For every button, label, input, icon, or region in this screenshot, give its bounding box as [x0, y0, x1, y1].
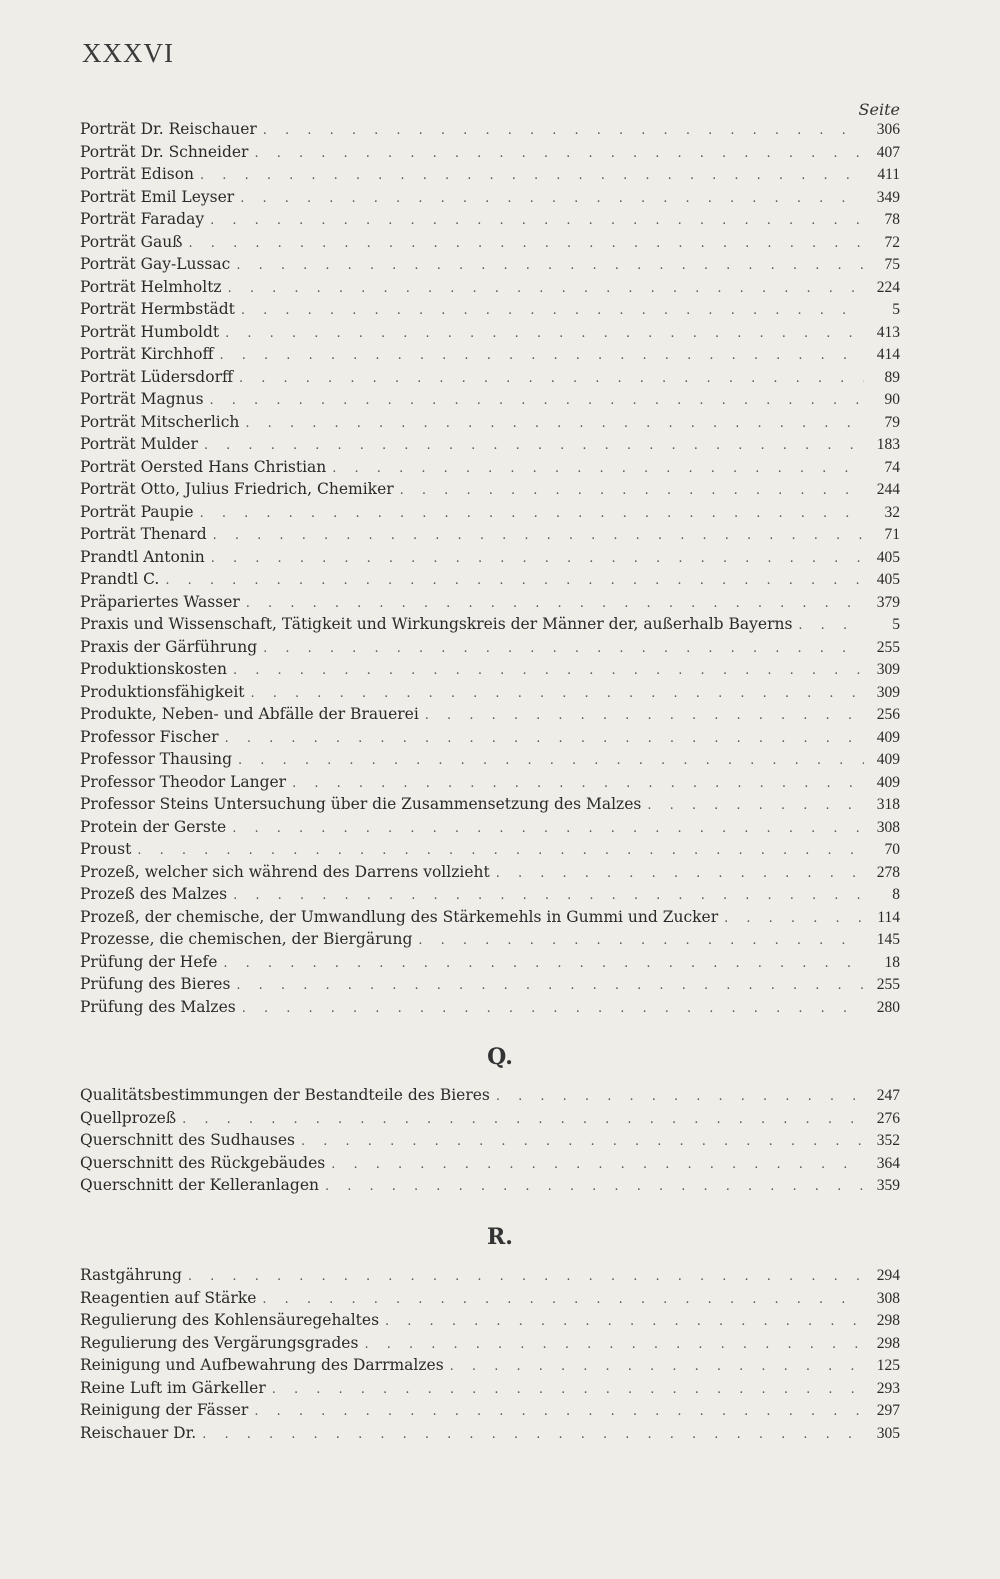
leader-dots: [496, 863, 864, 886]
leader-dots: [210, 390, 864, 413]
leader-dots: [450, 1356, 864, 1379]
index-entry-page: 90: [884, 391, 900, 408]
leader-dots: [137, 840, 864, 863]
index-entry: [80, 343, 900, 366]
leader-dots: [301, 1131, 864, 1154]
index-entry: [80, 321, 900, 344]
leader-dots: [364, 1334, 864, 1357]
leader-dots: [418, 930, 864, 953]
leader-dots: [647, 795, 864, 818]
index-entry-page: 306: [876, 121, 900, 138]
index-entry-label: Praxis und Wissenschaft, Tätigkeit und Wirkungskreis der Männer der, außerhalb Bayerns: [80, 615, 793, 633]
index-entry-label: Porträt Dr. Reischauer: [80, 120, 257, 138]
index-entry-page: 298: [876, 1312, 900, 1329]
index-entry-label: Porträt Lüdersdorff: [80, 367, 233, 386]
leader-dots: [242, 998, 864, 1021]
index-entry-label: Produktionskosten: [80, 660, 227, 678]
index-entry: [80, 771, 900, 794]
index-section-r: [80, 1264, 900, 1444]
leader-dots: [204, 435, 864, 458]
leader-dots: [233, 660, 864, 683]
index-entry-page: 256: [876, 706, 900, 723]
index-entry-label: Reinigung der Fässer: [80, 1401, 249, 1419]
leader-dots: [228, 278, 864, 301]
index-entry-label: Regulierung des Kohlensäuregehaltes: [80, 1311, 380, 1329]
section-letter-q: Q.: [487, 1044, 513, 1070]
index-entry-page: 349: [876, 188, 900, 206]
leader-dots: [332, 458, 864, 481]
leader-dots: [385, 1311, 864, 1334]
index-entry: [80, 951, 900, 974]
leader-dots: [236, 255, 864, 278]
leader-dots: [496, 1086, 864, 1109]
index-entry-label: Porträt Oersted Hans Christian: [80, 457, 327, 476]
index-entry: [80, 501, 900, 524]
index-entry-page: 409: [876, 728, 900, 746]
index-entry: [80, 1422, 900, 1445]
index-entry: [80, 568, 900, 591]
index-entry: [80, 118, 900, 141]
leader-dots: [165, 570, 864, 593]
index-entry-label: Porträt Faraday: [80, 210, 205, 228]
index-entry-label: Prüfung des Bieres: [80, 975, 231, 993]
index-entry-page: 409: [876, 773, 900, 791]
index-entry-label: Porträt Gay-Lussac: [80, 255, 231, 273]
index-entry: [80, 141, 900, 164]
index-entry-page: 79: [884, 413, 900, 431]
index-entry: [80, 433, 900, 456]
index-entry: [80, 298, 900, 321]
index-entry-page: 405: [876, 571, 900, 588]
leader-dots: [211, 548, 864, 571]
index-entry-label: Porträt Magnus: [80, 390, 204, 408]
index-entry-page: 411: [877, 166, 900, 183]
leader-dots: [263, 638, 864, 661]
index-entry: [80, 1332, 900, 1355]
index-entry-label: Reinigung und Aufbewahrung des Darrmalzes: [80, 1356, 444, 1374]
index-entry-label: Professor Fischer: [80, 727, 219, 746]
index-entry-page: 78: [884, 211, 900, 228]
index-entry-label: Reine Luft im Gärkeller: [80, 1378, 266, 1397]
index-entry-page: 32: [884, 503, 900, 521]
index-entry-page: 352: [876, 1132, 900, 1149]
index-entry-page: 305: [876, 1424, 900, 1442]
index-entry-label: Porträt Helmholtz: [80, 277, 222, 296]
leader-dots: [246, 593, 864, 616]
index-entry-page: 114: [877, 908, 900, 926]
index-entry-page: 72: [884, 233, 900, 251]
index-entry: [80, 748, 900, 771]
index-section-q: [80, 1084, 900, 1197]
index-entry-label: Porträt Otto, Julius Friedrich, Chemiker: [80, 480, 394, 498]
leader-dots: [213, 525, 864, 548]
index-section-p: [80, 118, 900, 1018]
index-entry: [80, 253, 900, 276]
leader-dots: [292, 773, 864, 796]
index-entry-page: 125: [876, 1357, 900, 1374]
index-entry-label: Querschnitt der Kelleranlagen: [80, 1176, 319, 1194]
index-entry-page: 89: [884, 368, 900, 386]
leader-dots: [238, 750, 864, 773]
index-entry-label: Produkte, Neben- und Abfälle der Brauerei: [80, 705, 419, 723]
leader-dots: [232, 818, 864, 841]
index-entry-page: 255: [876, 638, 900, 656]
index-entry-label: Porträt Hermbstädt: [80, 300, 235, 318]
index-entry-label: Rastgährung: [80, 1266, 182, 1284]
index-entry: [80, 726, 900, 749]
index-entry-page: 224: [876, 278, 900, 296]
index-entry: [80, 546, 900, 569]
leader-dots: [331, 1154, 864, 1177]
index-entry: [80, 1152, 900, 1175]
leader-dots: [240, 188, 864, 211]
leader-dots: [239, 368, 864, 391]
index-entry: [80, 906, 900, 929]
index-entry-label: Prandtl C.: [80, 570, 160, 588]
index-entry: [80, 838, 900, 861]
index-entry-label: Porträt Gauß: [80, 232, 183, 251]
index-entry: [80, 996, 900, 1019]
index-entry: [80, 366, 900, 389]
index-entry-page: 247: [876, 1087, 900, 1104]
leader-dots: [188, 1266, 864, 1289]
index-entry-label: Porträt Paupie: [80, 502, 194, 521]
leader-dots: [245, 413, 864, 436]
leader-dots: [233, 885, 864, 908]
index-entry-page: 409: [876, 751, 900, 768]
index-entry-label: Prüfung des Malzes: [80, 997, 236, 1016]
index-entry-page: 379: [876, 593, 900, 611]
index-entry: [80, 613, 900, 636]
index-entry-label: Prozeß des Malzes: [80, 885, 228, 903]
index-entry: [80, 163, 900, 186]
index-entry: [80, 1129, 900, 1152]
index-entry-page: 298: [876, 1334, 900, 1352]
index-entry-page: 71: [884, 526, 900, 543]
index-entry-label: Prozesse, die chemischen, der Biergärung: [80, 930, 413, 948]
index-entry-page: 318: [876, 796, 900, 813]
leader-dots: [254, 1401, 864, 1424]
page-number: XXXVI: [82, 38, 174, 68]
index-entry-label: Porträt Humboldt: [80, 322, 220, 341]
index-entry-page: 309: [876, 683, 900, 701]
index-entry-label: Reischauer Dr.: [80, 1423, 197, 1442]
leader-dots: [241, 300, 864, 323]
index-entry: [80, 1174, 900, 1197]
index-entry-page: 5: [892, 301, 900, 318]
index-entry-label: Prüfung der Hefe: [80, 952, 218, 971]
index-entry-page: 364: [876, 1154, 900, 1172]
index-entry: [80, 793, 900, 816]
index-entry: [80, 1354, 900, 1377]
index-entry-label: Querschnitt des Sudhauses: [80, 1131, 296, 1149]
index-entry: [80, 703, 900, 726]
index-entry-label: Professor Theodor Langer: [80, 772, 287, 791]
index-entry-page: 244: [876, 481, 900, 498]
index-entry: [80, 591, 900, 614]
leader-dots: [223, 953, 864, 976]
index-entry-label: Qualitätsbestimmungen der Bestandteile des Bieres: [80, 1086, 490, 1104]
leader-dots: [200, 165, 864, 188]
index-entry-page: 18: [884, 953, 900, 971]
index-entry-page: 309: [876, 661, 900, 678]
index-entry: [80, 1264, 900, 1287]
index-entry-page: 278: [876, 863, 900, 881]
index-entry-label: Porträt Emil Leyser: [80, 187, 235, 206]
index-entry: [80, 658, 900, 681]
leader-dots: [400, 480, 864, 503]
leader-dots: [425, 705, 864, 728]
index-entry: [80, 1377, 900, 1400]
index-entry: [80, 523, 900, 546]
index-entry: [80, 973, 900, 996]
page-column-header: Seite: [858, 100, 900, 119]
index-entry: [80, 1084, 900, 1107]
index-entry-label: Querschnitt des Rückgebäudes: [80, 1153, 326, 1172]
index-entry-label: Regulierung des Vergärungsgrades: [80, 1333, 359, 1352]
leader-dots: [251, 683, 864, 706]
index-entry-page: 413: [876, 323, 900, 341]
leader-dots: [724, 908, 864, 931]
index-entry-page: 297: [876, 1402, 900, 1419]
leader-dots: [263, 120, 864, 143]
index-entry-label: Praxis der Gärführung: [80, 637, 258, 656]
index-entry: [80, 208, 900, 231]
index-entry-page: 414: [876, 346, 900, 363]
index-entry-label: Professor Thausing: [80, 750, 233, 768]
leader-dots: [254, 143, 864, 166]
index-entry-label: Professor Steins Untersuchung über die Zusammensetzung des Malzes: [80, 795, 642, 813]
index-entry-page: 293: [876, 1379, 900, 1397]
index-entry-page: 255: [876, 976, 900, 993]
index-entry: [80, 1287, 900, 1310]
index-entry: [80, 883, 900, 906]
index-entry-label: Präpariertes Wasser: [80, 592, 240, 611]
index-entry-label: Quellprozeß: [80, 1108, 177, 1127]
leader-dots: [220, 345, 864, 368]
index-entry-page: 75: [884, 256, 900, 273]
leader-dots: [189, 233, 864, 256]
index-entry-label: Porträt Dr. Schneider: [80, 142, 249, 161]
leader-dots: [202, 1424, 864, 1447]
index-entry-label: Porträt Mitscherlich: [80, 412, 240, 431]
index-entry-label: Proust: [80, 840, 132, 858]
index-entry: [80, 1399, 900, 1422]
leader-dots: [182, 1109, 864, 1132]
index-entry: [80, 1309, 900, 1332]
index-entry: [80, 186, 900, 209]
index-entry-page: 308: [876, 818, 900, 836]
leader-dots: [200, 503, 864, 526]
index-entry-page: 183: [876, 436, 900, 453]
index-entry-label: Reagentien auf Stärke: [80, 1288, 257, 1307]
index-entry-label: Prandtl Antonin: [80, 547, 205, 566]
index-entry: [80, 478, 900, 501]
index-entry: [80, 928, 900, 951]
index-entry-page: 407: [876, 143, 900, 161]
leader-dots: [236, 975, 864, 998]
index-entry-label: Prozeß, welcher sich während des Darrens vollzieht: [80, 862, 490, 881]
index-entry-page: 145: [876, 931, 900, 948]
index-entry-page: 276: [876, 1109, 900, 1127]
index-entry-label: Prozeß, der chemische, der Umwandlung des Stärkemehls in Gummi und Zucker: [80, 907, 719, 926]
index-entry-page: 74: [884, 458, 900, 476]
index-entry: [80, 231, 900, 254]
leader-dots: [262, 1289, 864, 1312]
index-entry: [80, 276, 900, 299]
index-entry-label: Porträt Mulder: [80, 435, 198, 453]
index-entry-label: Produktionsfähigkeit: [80, 682, 245, 701]
index-entry: [80, 816, 900, 839]
index-entry-label: Porträt Thenard: [80, 525, 207, 543]
leader-dots: [225, 728, 864, 751]
index-entry: [80, 681, 900, 704]
index-entry: [80, 1107, 900, 1130]
index-entry-label: Porträt Kirchhoff: [80, 345, 214, 363]
leader-dots: [210, 210, 864, 233]
index-entry: [80, 411, 900, 434]
leader-dots: [798, 615, 864, 638]
index-entry-page: 308: [876, 1289, 900, 1307]
index-entry-page: 359: [876, 1177, 900, 1194]
index-entry-label: Porträt Edison: [80, 165, 195, 183]
index-entry: [80, 388, 900, 411]
index-entry-page: 405: [876, 548, 900, 566]
section-letter-r: R.: [487, 1224, 513, 1250]
index-entry-label: Protein der Gerste: [80, 817, 227, 836]
index-entry-page: 294: [876, 1267, 900, 1284]
index-entry-page: 280: [876, 998, 900, 1016]
leader-dots: [272, 1379, 864, 1402]
index-entry-page: 5: [892, 616, 900, 633]
index-entry-page: 8: [892, 886, 900, 903]
leader-dots: [325, 1176, 864, 1199]
index-entry: [80, 861, 900, 884]
index-entry: [80, 636, 900, 659]
leader-dots: [225, 323, 864, 346]
index-entry: [80, 456, 900, 479]
index-entry-page: 70: [884, 841, 900, 858]
